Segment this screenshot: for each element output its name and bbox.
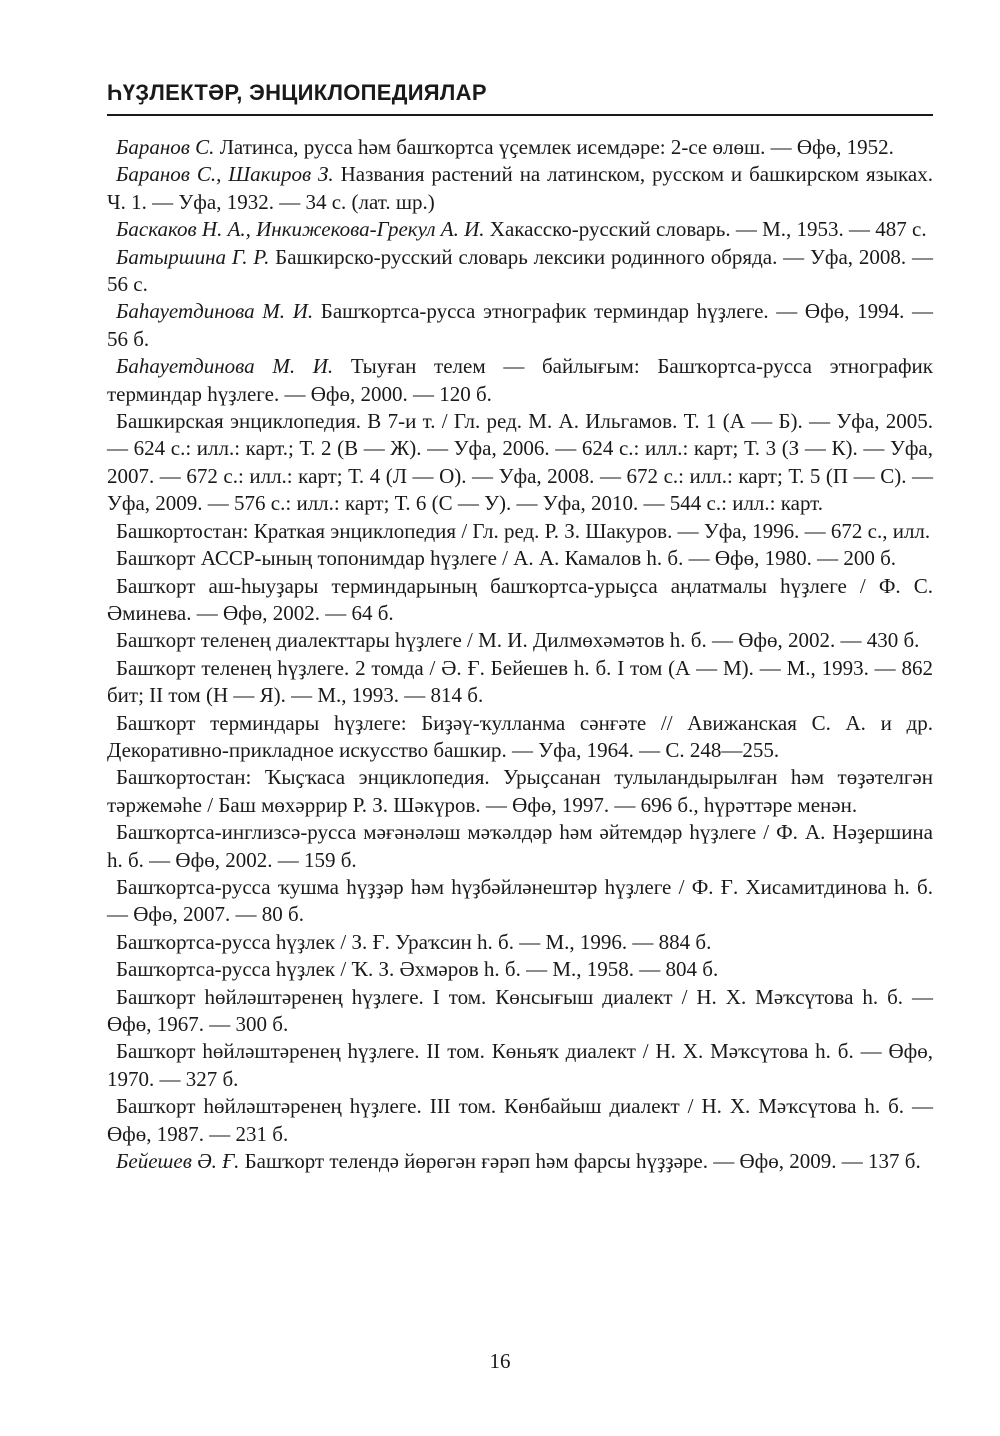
entry-text: Башҡорт һөйләштәренең һүҙлеге. I том. Көнсығыш диалект / Н. Х. Мәҡсүтова һ. б. — Өфө, 1967. — 300 б. bbox=[107, 984, 933, 1036]
bibliography-entry bbox=[107, 929, 933, 956]
bibliography-entry bbox=[107, 216, 933, 243]
entry-text: Башҡорт һөйләштәренең һүҙлеге. II том. Көньяҡ диалект / Н. Х. Мәҡсүтова һ. б. — Өфө, 1970. — 327 б. bbox=[107, 1039, 933, 1091]
bibliography-entry bbox=[107, 874, 933, 929]
bibliography-entry bbox=[107, 655, 933, 710]
entry-author: Баранов С. bbox=[116, 135, 215, 159]
entry-text: Башҡортостан: Ҡыҫҡаса энциклопедия. Урыҫсанан тулыландырылған һәм төҙәтелгән тәржемәһе / Баш мөхәррир Р. З. Шәкүров. — Өфө, 1997. — 696 б., һүрәттәре менән. bbox=[107, 765, 933, 817]
bibliography-entry bbox=[107, 244, 933, 299]
entry-text: Тыуған телем — байлығым: Башҡортса-русса этнографик терминдар һүҙлеге. — Өфө, 2000. — 120 б. bbox=[107, 354, 933, 406]
bibliography-entry bbox=[107, 627, 933, 654]
entry-text: Башҡорт АССР-ының топонимдар һүҙлеге / А. А. Камалов һ. б. — Өфө, 1980. — 200 б. bbox=[116, 546, 897, 571]
entry-author: Бейешев Ә. Ғ. bbox=[116, 1149, 240, 1174]
entry-text: Башҡортса-русса һүҙлек / З. Ғ. Ураҡсин һ. б. — М., 1996. — 884 б. bbox=[116, 929, 712, 954]
entry-author: Баскаков Н. А., Инкижекова-Грекул А. И. bbox=[116, 217, 485, 242]
page-number: 16 bbox=[489, 1349, 511, 1373]
entry-text: Башҡортса-русса ҡушма һүҙҙәр һәм һүҙбәйләнештәр һүҙлеге / Ф. Ғ. Хисамитдинова һ. б. — Өфө, 2007. — 80 б. bbox=[107, 874, 933, 927]
entry-text: Хакасско-русский словарь. — М., 1953. — 487 с. bbox=[484, 217, 927, 242]
bibliography-entry bbox=[107, 984, 933, 1039]
entry-text: Башҡортса-русса һүҙлек / Ҡ. З. Әхмәров һ. б. — М., 1958. — 804 б. bbox=[116, 957, 719, 982]
entry-author: Баранов С., Шакиров З. bbox=[116, 162, 334, 187]
entry-text: Башҡорт һөйләштәренең һүҙлеге. III том. Көнбайыш диалект / Н. Х. Мәҡсүтова һ. б. — Өфө, 1987. — 231 б. bbox=[107, 1094, 933, 1146]
bibliography-list bbox=[107, 134, 933, 1175]
entry-text: Башкортостан: Краткая энциклопедия / Гл. ред. Р. З. Шакуров. — Уфа, 1996. — 672 с., илл. bbox=[116, 518, 931, 543]
bibliography-entry bbox=[107, 1093, 933, 1148]
entry-author: Баһауетдинова М. И. bbox=[116, 299, 314, 324]
entry-text: Башкирско-русский словарь лексики родинного обряда. — Уфа, 2008. — 56 с. bbox=[107, 244, 933, 297]
entry-text: Башҡорт теленең һүҙлеге. 2 томда / Ә. Ғ. Бейешев һ. б. I том (А — М). — М., 1993. — 862 бит; II том (Н — Я). — М., 1993. — 814 б. bbox=[107, 655, 933, 708]
entry-text: Латинса, русса һәм башҡортса үҫемлек исемдәре: 2-се өлөш. — Өфө, 1952. bbox=[214, 135, 894, 159]
entry-text: Башҡорт аш-һыуҙары терминдарының башҡортса-урыҫса аңлатмалы һүҙлеге / Ф. С. Әминева. — Өфө, 2002. — 64 б. bbox=[107, 573, 933, 625]
bibliography-entry bbox=[107, 1038, 933, 1093]
bibliography-entry bbox=[107, 710, 933, 765]
bibliography-entry bbox=[107, 518, 933, 545]
bibliography-entry bbox=[107, 545, 933, 572]
bibliography-entry bbox=[107, 956, 933, 983]
bibliography-entry bbox=[107, 1148, 933, 1175]
bibliography-entry bbox=[107, 353, 933, 408]
entry-author: Батыршина Г. Р. bbox=[116, 244, 270, 269]
entry-text: Башкирская энциклопедия. В 7-и т. / Гл. ред. М. А. Ильгамов. Т. 1 (А — Б). — Уфа, 2005. — 624 с.: илл.: карт.; Т. 2 (В — Ж). — Уфа, 2006. — 624 с.: илл.: карт; Т. 3 (З — К). — Уфа, 2007. — 672 с.: илл.: карт; Т. 4 (Л — О). — Уфа, 2008. — 672 с.: илл.: карт; Т. 5 (П — С). — Уфа, 2009. — 576 с.: илл.: карт; Т. 6 (С — У). — Уфа, 2010. — 544 с.: илл.: карт. bbox=[107, 409, 933, 516]
entry-text: Названия растений на латинском, русском и башкирском языках. Ч. 1. — Уфа, 1932. — 34 с. (лат. шр.) bbox=[107, 162, 933, 214]
bibliography-entry bbox=[107, 134, 933, 161]
entry-text: Башҡорт терминдары һүҙлеге: Биҙәү-ҡулланма сәнғәте // Авижанская С. А. и др. Декоративно-прикладное искусство башкир. — Уфа, 1964. — С. 248—255. bbox=[107, 710, 933, 762]
page-content bbox=[107, 78, 933, 1175]
bibliography-entry bbox=[107, 161, 933, 216]
bibliography-entry bbox=[107, 764, 933, 819]
entry-text: Башҡорт теленең диалекттары һүҙлеге / М. И. Дилмөхәмәтов һ. б. — Өфө, 2002. — 430 б. bbox=[116, 628, 920, 653]
bibliography-entry bbox=[107, 298, 933, 353]
entry-text: Башҡортса-инглизсә-русса мәғәнәләш мәҡәлдәр һәм әйтемдәр һүҙлеге / Ф. А. Нәҙершина һ. б. — Өфө, 2002. — 159 б. bbox=[107, 820, 933, 872]
bibliography-entry bbox=[107, 819, 933, 874]
entry-text: Башҡортса-русса этнографик терминдар һүҙлеге. — Өфө, 1994. — 56 б. bbox=[107, 299, 933, 351]
bibliography-entry bbox=[107, 573, 933, 628]
bibliography-entry bbox=[107, 408, 933, 518]
entry-text: Башҡорт телендә йөрөгән ғәрәп һәм фарсы һүҙҙәре. — Өфө, 2009. — 137 б. bbox=[239, 1149, 921, 1174]
section-header: ҺҮҘЛЕКТӘР, ЭНЦИКЛОПЕДИЯЛАР bbox=[107, 78, 933, 116]
entry-author: Баһауетдинова М. И. bbox=[116, 354, 334, 379]
